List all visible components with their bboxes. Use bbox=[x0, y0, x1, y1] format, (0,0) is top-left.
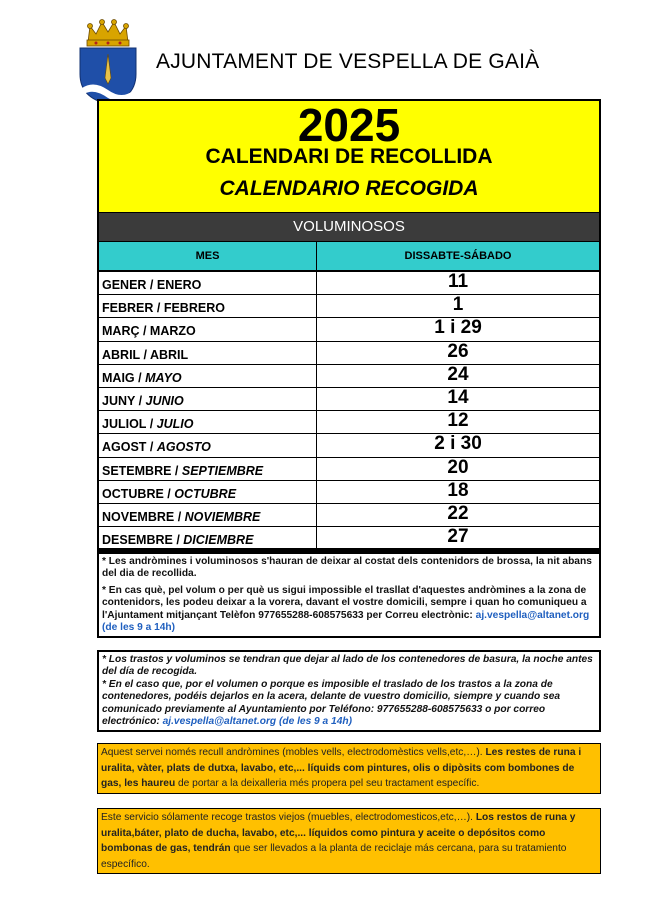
collection-day: 18 bbox=[447, 479, 469, 501]
table-row bbox=[99, 318, 599, 341]
month-catalan: FEBRER bbox=[102, 301, 154, 316]
month-spanish: AGOSTO bbox=[156, 440, 211, 455]
info-spanish-a: Este servicio sólamente recoge trastos viejos (muebles, electrodomesticos,etc,…). bbox=[101, 812, 476, 823]
month-catalan: JUNY bbox=[102, 393, 136, 408]
month-cell bbox=[99, 434, 317, 456]
note-catalan-p2-text: * En cas què, pel volum o per què us sigui impossible el trasllat d'aquestes andròmines a la zona de contenidors, les podeu deixar a la vorera, davant el vostre domicili, sempre i quan ho comuniqueu a l'Ajuntament mitjançant Telèfon 977655288-608575633 per Correu electrònic: bbox=[102, 584, 587, 621]
collection-day: 24 bbox=[447, 363, 469, 385]
month-cell bbox=[99, 272, 317, 294]
table-row bbox=[99, 272, 599, 295]
table-body bbox=[99, 272, 599, 550]
collection-day: 1 bbox=[452, 294, 464, 316]
month-separator: / bbox=[139, 324, 150, 339]
month-catalan: JULIOL bbox=[102, 417, 147, 432]
note-spanish-p1: * Los trastos y voluminos se tendran que dejar al lado de los contenedores de basura, la noche antes del día de recogida. bbox=[102, 654, 593, 678]
month-separator: / bbox=[146, 278, 157, 292]
month-catalan: SETEMBRE bbox=[102, 463, 172, 478]
info-spanish bbox=[97, 808, 601, 874]
table-row bbox=[99, 411, 599, 434]
month-separator: / bbox=[171, 463, 182, 478]
table-row bbox=[99, 458, 599, 481]
month-spanish: JULIO bbox=[156, 417, 194, 432]
collection-day: 2 i 30 bbox=[434, 433, 482, 455]
month-spanish: NOVIEMBRE bbox=[184, 509, 261, 524]
column-month: MES bbox=[99, 242, 317, 270]
month-separator: / bbox=[174, 509, 185, 524]
month-spanish: SEPTIEMBRE bbox=[181, 463, 264, 478]
month-spanish: FEBRERO bbox=[163, 301, 225, 316]
note-catalan-p2 bbox=[102, 585, 596, 635]
month-spanish: ABRIL bbox=[149, 347, 189, 362]
year: 2025 bbox=[297, 99, 401, 151]
note-spanish bbox=[97, 650, 601, 732]
collection-day: 20 bbox=[447, 456, 469, 478]
note-catalan bbox=[97, 552, 601, 638]
month-cell bbox=[99, 295, 317, 317]
collection-day: 22 bbox=[447, 502, 469, 524]
collection-day: 12 bbox=[447, 410, 469, 432]
column-day: DISSABTE-SÁBADO bbox=[404, 250, 512, 262]
info-catalan-a: Aquest servei només recull andròmines (mobles vells, electrodomèstics vells,etc,…). bbox=[101, 747, 486, 758]
month-separator: / bbox=[135, 393, 146, 408]
month-cell bbox=[99, 388, 317, 410]
collection-day: 14 bbox=[447, 386, 469, 408]
info-catalan bbox=[97, 743, 601, 794]
collection-day: 11 bbox=[447, 271, 469, 292]
month-cell bbox=[99, 504, 317, 526]
note-spanish-p2-text: * En el caso que, por el volumen o porque es imposible el traslado de los trastos a la zona de contenedores, podéis dejarlos en la acera, delante de vuestro domicilio, siempre y cuando sea comunicado previamente al Ayuntamiento por Teléfono: 977655288-608575633 o por correo electrónico: bbox=[102, 678, 561, 728]
table-row bbox=[99, 434, 599, 457]
month-cell bbox=[99, 342, 317, 364]
table-row bbox=[99, 365, 599, 388]
month-cell bbox=[99, 458, 317, 480]
month-catalan: GENER bbox=[102, 278, 147, 292]
category-bar: VOLUMINOSOS bbox=[99, 213, 599, 242]
info-catalan-b: Les restes de runa i uralita, vàter, plats de dutxa, lavabo, etc,... líquids com pintures, olis o dipòsits com bombones de gas, les haureu bbox=[101, 747, 582, 790]
month-spanish: MARZO bbox=[149, 324, 196, 339]
month-spanish: ENERO bbox=[156, 278, 202, 292]
month-separator: / bbox=[146, 440, 157, 455]
month-catalan: ABRIL bbox=[102, 347, 140, 362]
collection-day: 26 bbox=[447, 340, 469, 362]
title-spanish: CALENDARIO RECOGIDA bbox=[219, 177, 479, 200]
month-catalan: MARÇ bbox=[102, 324, 140, 339]
month-separator: / bbox=[153, 301, 164, 316]
table-header bbox=[99, 242, 599, 272]
email-link[interactable]: aj.vespella@altanet.org (de les 9 a 14h) bbox=[162, 716, 353, 728]
month-cell bbox=[99, 411, 317, 433]
month-cell bbox=[99, 527, 317, 548]
month-cell bbox=[99, 365, 317, 387]
calendar-title-block bbox=[99, 101, 599, 213]
collection-day: 27 bbox=[447, 526, 469, 548]
month-separator: / bbox=[139, 347, 150, 362]
month-spanish: MAYO bbox=[145, 370, 182, 385]
info-spanish-c: que ser llevados a la planta de reciclaje más cercana, para su tratamiento específico. bbox=[101, 843, 567, 870]
table-row bbox=[99, 527, 599, 550]
month-catalan: MAIG bbox=[102, 370, 135, 385]
town-name: AJUNTAMENT DE VESPELLA DE GAIÀ bbox=[156, 50, 540, 73]
month-catalan: NOVEMBRE bbox=[102, 509, 175, 524]
note-catalan-p1: * Les andròmines i voluminosos s'hauran de deixar al costat dels contenidors de brossa, la nit abans del dia de recollida. bbox=[102, 556, 592, 580]
email-link[interactable]: aj.vespella@altanet.org (de les 9 a 14h) bbox=[102, 609, 590, 634]
month-catalan: OCTUBRE bbox=[102, 486, 164, 501]
table-row bbox=[99, 504, 599, 527]
month-cell bbox=[99, 481, 317, 503]
month-spanish: OCTUBRE bbox=[174, 486, 237, 501]
month-catalan: AGOST bbox=[102, 440, 147, 455]
month-catalan: DESEMBRE bbox=[102, 533, 173, 548]
calendar-table bbox=[97, 99, 601, 552]
table-row bbox=[99, 481, 599, 504]
info-spanish-b: Los restos de runa y uralita,báter, plato de ducha, lavabo, etc,... líquidos como pintura y aceite o depósitos como bombonas de gas, tendrán bbox=[101, 812, 576, 855]
table-row bbox=[99, 388, 599, 411]
title-catalan: CALENDARI DE RECOLLIDA bbox=[205, 145, 493, 168]
table-row bbox=[99, 295, 599, 318]
month-spanish: DICIEMBRE bbox=[183, 533, 254, 548]
table-row bbox=[99, 342, 599, 365]
info-catalan-c: de portar a la deixalleria més propera pel seu tractament específic. bbox=[175, 778, 480, 790]
month-separator: / bbox=[146, 417, 157, 432]
month-separator: / bbox=[172, 533, 184, 548]
month-cell bbox=[99, 318, 317, 340]
month-spanish: JUNIO bbox=[145, 393, 184, 408]
collection-day: 1 i 29 bbox=[434, 317, 482, 339]
town-coat-of-arms-icon bbox=[78, 18, 138, 106]
month-separator: / bbox=[134, 370, 146, 385]
note-spanish-p2 bbox=[102, 679, 596, 729]
month-separator: / bbox=[163, 486, 175, 501]
